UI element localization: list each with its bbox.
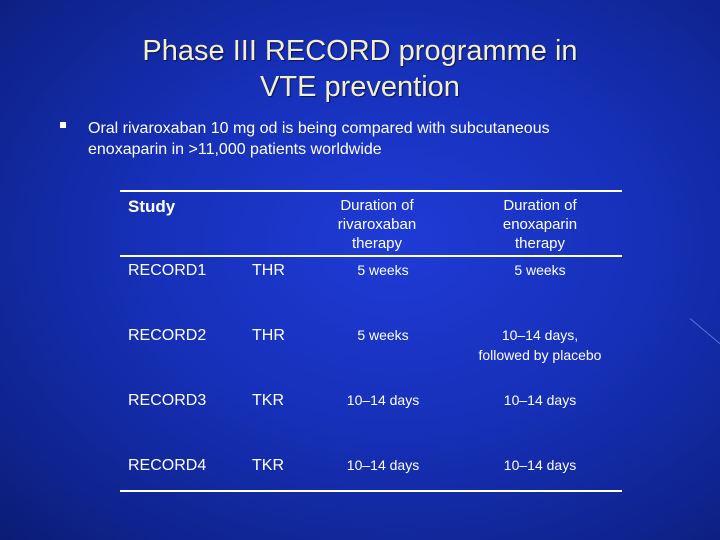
table-row-4-enox [470, 455, 610, 475]
table-row-3-procedure: TKR [252, 392, 284, 409]
row-1-enox-text: 5 weeks [514, 262, 566, 278]
row-4-enox-text: 10–14 days [503, 457, 577, 473]
header-enox-line-1: Duration of [503, 197, 577, 214]
table-row-3-enox [470, 390, 610, 410]
row-3-riva-text: 10–14 days [346, 392, 420, 408]
row-2-enox-line-1: 10–14 days, [501, 327, 579, 343]
header-study: Study [128, 197, 176, 216]
table-row-2-procedure: THR [252, 327, 285, 344]
table-row-4-study: RECORD4 [128, 457, 207, 474]
header-riva-line-3: therapy [351, 235, 403, 252]
table-row-1-enox [470, 260, 610, 280]
header-riva-line-1: Duration of [340, 197, 414, 214]
table-row-3-study: RECORD3 [128, 392, 207, 409]
table-row-2-study: RECORD2 [128, 327, 207, 344]
header-enox-line-3: therapy [514, 235, 566, 252]
row-4-riva-text: 10–14 days [346, 457, 420, 473]
table-row-1-riva [318, 260, 448, 280]
slide-title [0, 33, 720, 105]
table-row-4-procedure: TKR [252, 457, 284, 474]
table-bottom-rule [120, 490, 622, 492]
table-row-4-riva [318, 455, 448, 475]
title-line-1: Phase III RECORD programme in [142, 35, 578, 67]
header-enoxaparin-duration [470, 196, 610, 253]
row-3-enox-text: 10–14 days [503, 392, 577, 408]
bullet-line-1: Oral rivaroxaban 10 mg od is being compared with subcutaneous [88, 120, 550, 137]
table-row-1-study: RECORD1 [128, 262, 207, 279]
decorative-streak [690, 318, 720, 344]
table-header-rule [120, 255, 622, 257]
table-top-rule [120, 190, 622, 192]
row-2-enox-line-2: followed by placebo [478, 347, 602, 363]
table-row-2-enox [460, 325, 620, 365]
bullet-text [88, 118, 648, 160]
header-rivaroxaban-duration [318, 196, 436, 253]
table-row-3-riva [318, 390, 448, 410]
square-bullet-icon [60, 122, 66, 128]
bullet-line-2: enoxaparin in >11,000 patients worldwide [88, 141, 382, 158]
row-2-riva-text: 5 weeks [357, 327, 409, 343]
row-1-riva-text: 5 weeks [357, 262, 409, 278]
header-riva-line-2: rivaroxaban [337, 216, 417, 233]
table-row-1-procedure: THR [252, 262, 285, 279]
title-line-2: VTE prevention [260, 71, 460, 103]
header-enox-line-2: enoxaparin [502, 216, 578, 233]
table-row-2-riva [318, 325, 448, 345]
